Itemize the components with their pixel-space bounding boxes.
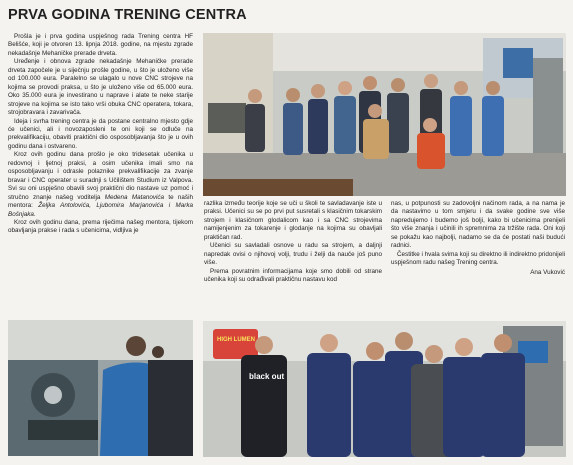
paragraph: Uređenje i obnova zgrade nekadašnje Mehaničke prerade drveta započele je u siječnju prošle godine, u što je uloženo više od 100.000 eura. Paralelno se ulagalo u nove CNC strojeve na kojima se provodi praksa, u što je uloženo više od 65.000 eura. Oko 35.000 eura je investirano u naprave i alate te neke starije strojeve na kojima se isto tako vrši obuka CNC operatera, tokara, strojobravara i zavarivača. bbox=[8, 58, 193, 117]
paragraph-text: Kroz ovih godinu dana prošlo je oko tridesetak učenika u redovnoj i ljetnoj praksi, a osim učenika imali smo na osposobljavanju i odrasle polaznike prekvalifikacije za zvanje bravar i CNC operater u suradnji s Učilištem Studium iz Valpova. Svi su oni uspješno obavili svoj praktični dio nastave uz pomoć i stručno znanje našeg voditelja bbox=[8, 151, 193, 201]
article-signature: Ana Vuković bbox=[530, 268, 565, 276]
paragraph: Učenici su savladali osnove u radu sa strojem, a daljnji napredak ovisi o njihovoj volji, trudu i želji da nauče još puno više. bbox=[204, 242, 382, 267]
article-title: PRVA GODINA TRENING CENTRA bbox=[8, 7, 247, 23]
group-photo-workshop bbox=[203, 33, 566, 196]
paragraph bbox=[8, 151, 193, 219]
paragraph: nas, u potpunosti su zadovoljni načinom rada, a na nama je da nastavimo u tom smjeru i da svake godine sve više napredujemo i budemo još bolji, kako bi učenicima prenijeli što više znanja i učinili ih spremnima za tržište rada. Oni koji se pokažu kao najbolji, nadamo se da će postati naši budući radnici. bbox=[391, 200, 565, 250]
article-column-right bbox=[391, 200, 565, 277]
paragraph: Čestitke i hvala svima koji su direktno ili indirektno pridonijeli uspješnom radu našeg Trening centra. bbox=[391, 250, 565, 267]
paragraph: Prošla je i prva godina uspješnog rada Trening centra HF Belišće, koji je otvoren 13. lipnja 2018. godine, na mjestu zgrade nekadašnje Mehaničke prerade drveta. bbox=[8, 33, 193, 57]
photo-instructors-group bbox=[203, 321, 566, 457]
paragraph: Kroz ovih godinu dana, prema riječima našeg mentora, tijekom obavljanja prakse i rada s učenicima, vidljiva je bbox=[8, 218, 193, 235]
photo-student-at-machine bbox=[8, 320, 193, 456]
mentor-name: Medena Matanovića bbox=[104, 193, 165, 201]
paragraph: Ideja i svrha trening centra je da postane centralno mjesto gdje će učenici, ali i novozaposleni te oni koji se odluče na prekvalifikaciju, obaviti praktični dio osposobljavanja što je u ovih godinu dana i ostvareno. bbox=[8, 117, 193, 150]
sign-text: HIGH LUMEN bbox=[217, 337, 255, 343]
mentor-connector: te naših mentora: bbox=[8, 193, 193, 210]
article-column-middle bbox=[204, 200, 382, 285]
mentor-end: . bbox=[33, 210, 36, 218]
paragraph: razlika između teorije koje se uči u školi te savladavanje iste u praksi. Učenici su se po prvi put susretali s klasičnim tokarskim strojem i klasičnom glodalicom kao i sa CNC strojevima namijenjenim za tokarenje i glodanje na kojima su obavljali praktičan rad. bbox=[204, 200, 382, 241]
shirt-print-text: black out bbox=[249, 372, 285, 381]
mentor-names: Željka Antolovića, Ljubomira Marjanovića i Marka Bošnjaka bbox=[8, 202, 193, 218]
paragraph: Prema povratnim informacijama koje smo dobili od strane učenika koji su odrađivali praktičnu nastavu kod bbox=[204, 267, 382, 284]
article-column-left bbox=[8, 33, 193, 236]
